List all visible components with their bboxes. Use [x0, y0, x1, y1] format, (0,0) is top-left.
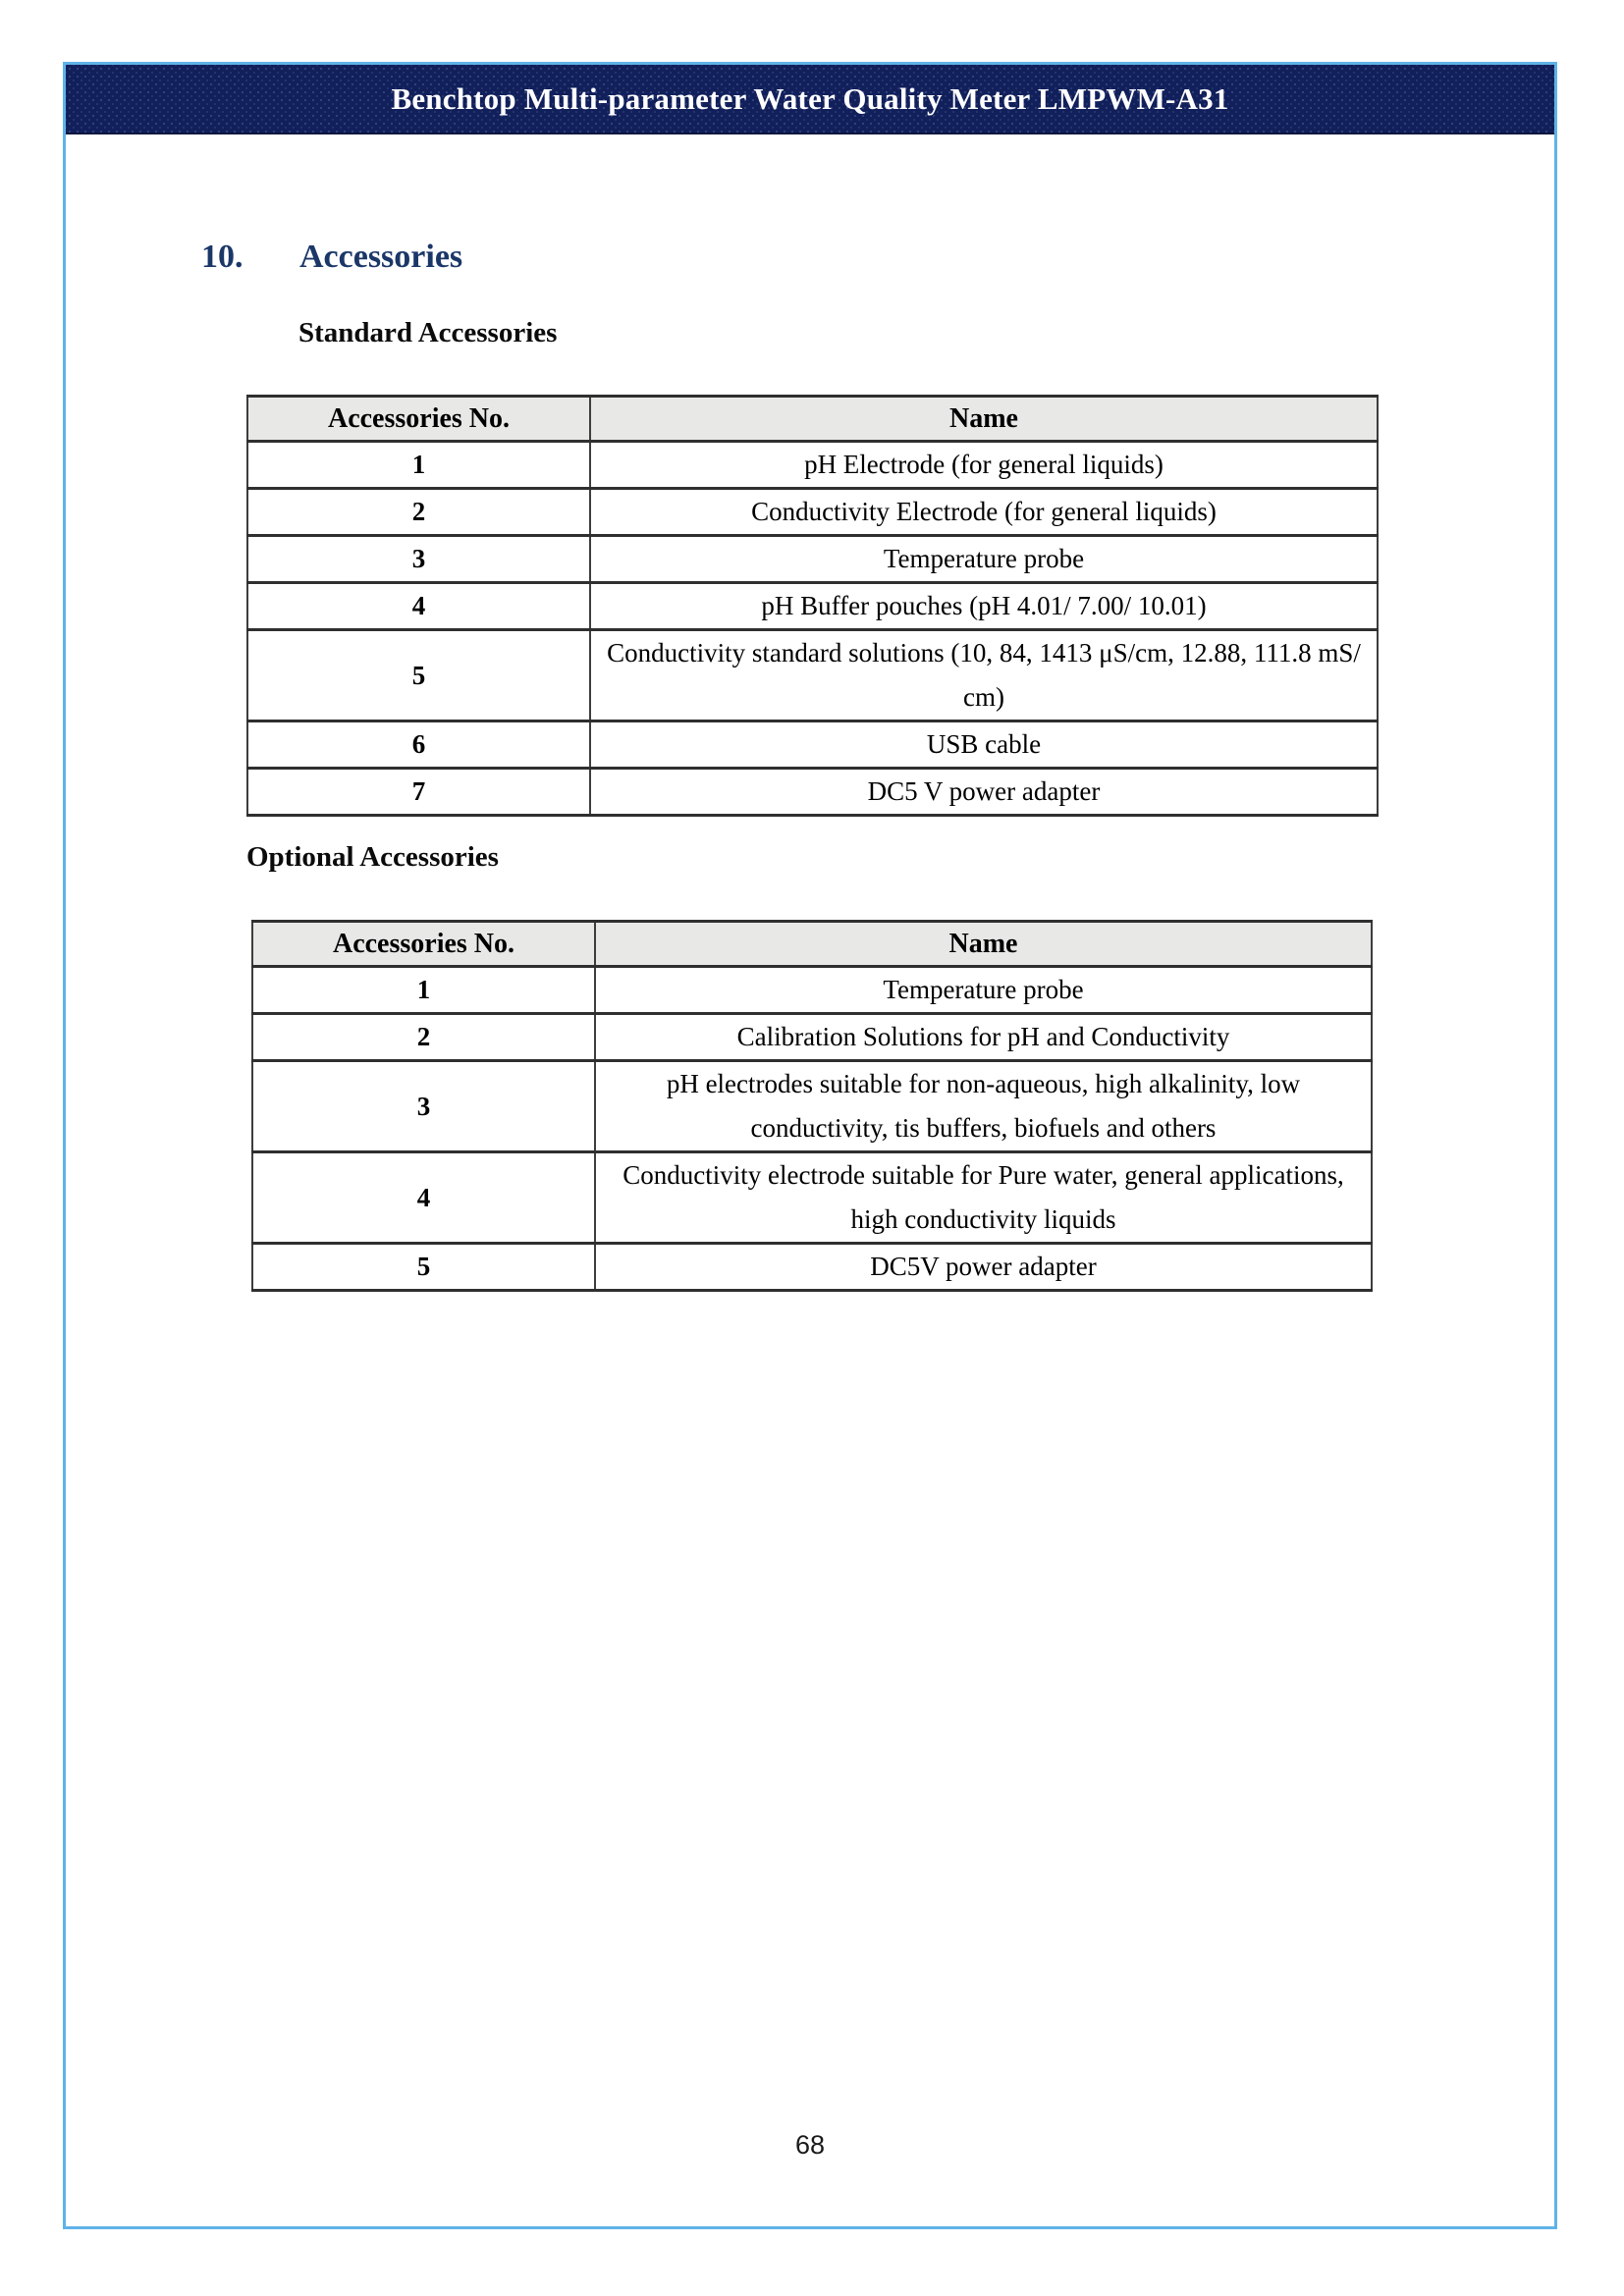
accessory-name-cell: Temperature probe	[595, 967, 1372, 1014]
accessory-name-cell: pH Buffer pouches (pH 4.01/ 7.00/ 10.01)	[590, 583, 1378, 630]
table-row	[252, 1061, 1372, 1152]
table-row	[247, 536, 1378, 583]
accessory-number-cell: 2	[252, 1014, 595, 1061]
table-header	[247, 397, 1378, 442]
accessory-name-cell: pH electrodes suitable for non-aqueous, high alkalinity, low conductivity, tis buffers, biofuels and others	[595, 1061, 1372, 1152]
table-header-row	[252, 922, 1372, 967]
accessory-name-cell: USB cable	[590, 721, 1378, 769]
table-row	[247, 630, 1378, 721]
accessory-number-cell: 3	[247, 536, 590, 583]
accessory-number-cell: 1	[252, 967, 595, 1014]
accessory-number-cell: 6	[247, 721, 590, 769]
accessory-number-cell: 2	[247, 489, 590, 536]
accessory-number-cell: 4	[247, 583, 590, 630]
page-header-bar	[66, 65, 1554, 134]
accessory-number-cell: 7	[247, 769, 590, 816]
table-row	[252, 1152, 1372, 1244]
table-row	[247, 721, 1378, 769]
table-row	[247, 583, 1378, 630]
optional-accessories-table	[251, 920, 1373, 1292]
section-title: Accessories	[299, 239, 463, 275]
table-row	[247, 769, 1378, 816]
accessories-no-column-header: Accessories No.	[252, 922, 595, 967]
accessory-number-cell: 5	[247, 630, 590, 721]
page-number: 68	[794, 2130, 826, 2160]
accessory-name-cell: Conductivity Electrode (for general liquids)	[590, 489, 1378, 536]
accessory-name-cell: Conductivity electrode suitable for Pure water, general applications, high conductivity liquids	[595, 1152, 1372, 1244]
document-title: Benchtop Multi-parameter Water Quality Meter LMPWM-A31	[391, 80, 1229, 116]
accessory-name-cell: DC5V power adapter	[595, 1244, 1372, 1291]
accessory-name-cell: pH Electrode (for general liquids)	[590, 442, 1378, 489]
table-row	[247, 442, 1378, 489]
table-row	[247, 489, 1378, 536]
optional-accessories-heading: Optional Accessories	[246, 841, 499, 873]
accessory-number-cell: 3	[252, 1061, 595, 1152]
accessories-no-column-header: Accessories No.	[247, 397, 590, 442]
section-number: 10.	[201, 239, 244, 275]
table-header	[252, 922, 1372, 967]
table-header-row	[247, 397, 1378, 442]
accessory-name-cell: Conductivity standard solutions (10, 84, 1413 μS/cm, 12.88, 111.8 mS/ cm)	[590, 630, 1378, 721]
accessory-name-cell: Temperature probe	[590, 536, 1378, 583]
accessory-number-cell: 1	[247, 442, 590, 489]
table-row	[252, 1244, 1372, 1291]
accessory-number-cell: 5	[252, 1244, 595, 1291]
table-row	[252, 967, 1372, 1014]
standard-table-body	[247, 442, 1378, 816]
accessory-name-cell: DC5 V power adapter	[590, 769, 1378, 816]
section-heading	[201, 239, 462, 276]
standard-accessories-heading: Standard Accessories	[298, 317, 558, 348]
name-column-header: Name	[590, 397, 1378, 442]
optional-table-body	[252, 967, 1372, 1291]
accessory-name-cell: Calibration Solutions for pH and Conductivity	[595, 1014, 1372, 1061]
table-row	[252, 1014, 1372, 1061]
accessory-number-cell: 4	[252, 1152, 595, 1244]
standard-accessories-table	[246, 395, 1379, 817]
page-border-frame	[63, 62, 1557, 2229]
name-column-header: Name	[595, 922, 1372, 967]
